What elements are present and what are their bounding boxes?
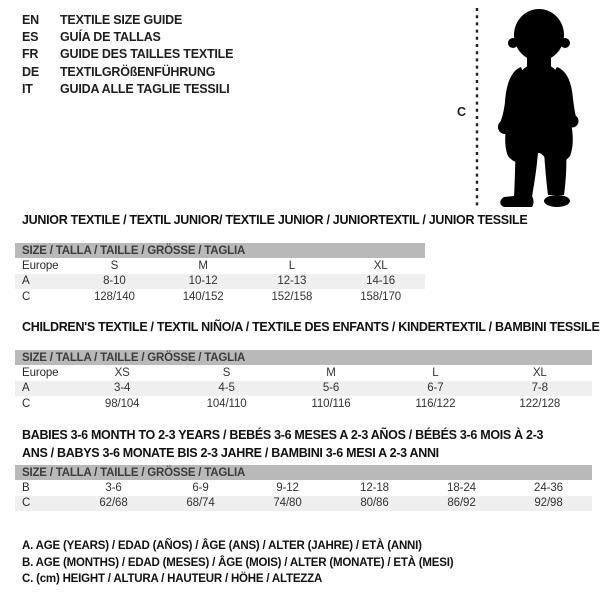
babies-table: [15, 465, 592, 511]
height-marker-label: C: [457, 105, 467, 119]
table-row-height: [15, 496, 592, 512]
months-cell: 3-6: [105, 481, 122, 494]
age-cell: 3-4: [114, 382, 131, 395]
size-header-bar: SIZE / TALLA / TAILLE / GRÖSSE / TAGLIA: [15, 465, 592, 480]
height-dashed-line: [474, 7, 480, 210]
height-cell: 128/140: [93, 290, 135, 303]
footnote-age-years: A. AGE (YEARS) / EDAD (AÑOS) / ÂGE (ANS) / ALTER (JAHRE) / ETÀ (ANNI): [22, 540, 422, 552]
age-cell: 6-7: [427, 382, 444, 395]
height-cell: 74/80: [273, 497, 302, 510]
age-cell: 10-12: [188, 275, 218, 288]
row-label: A: [22, 382, 30, 395]
language-row-it: [22, 81, 233, 98]
babies-table-title: BABIES 3-6 MONTH TO 2-3 YEARS / BEBÉS 3-6 MESES A 2-3 AÑOS / BÉBÉS 3-6 MOIS À 2-3 ANS / BABYS 3-6 MONATE BIS 2-3 JAHRE / BAMBINI 3-6 MESI A 2-3 ANNI: [22, 428, 544, 460]
height-cell: 116/122: [415, 397, 456, 410]
height-cell: 110/116: [311, 397, 351, 410]
language-code: EN: [22, 12, 39, 27]
size-cell: S: [110, 259, 119, 272]
legend-footnotes: [22, 538, 453, 588]
height-cell: 80/86: [360, 497, 389, 510]
table-row-europe: [15, 365, 592, 381]
row-label: Europe: [22, 259, 59, 272]
size-cell: XS: [114, 366, 130, 379]
table-row-age: [15, 274, 425, 290]
table-row-height: [15, 289, 425, 305]
height-cell: 104/110: [206, 397, 247, 410]
size-header-bar: SIZE / TALLA / TAILLE / GRÖSSE / TAGLIA: [15, 243, 425, 258]
height-cell: 152/158: [271, 290, 313, 303]
row-label: C: [22, 497, 31, 510]
months-cell: 9-12: [276, 481, 299, 494]
language-label: GUIDE DES TAILLES TEXTILE: [60, 47, 234, 62]
months-cell: 6-9: [192, 481, 209, 494]
row-label: C: [22, 397, 31, 410]
junior-table: [15, 243, 425, 305]
language-list: [22, 11, 233, 98]
row-label: B: [22, 481, 30, 494]
table-row-europe: [15, 258, 425, 274]
height-cell: 86/92: [447, 497, 476, 510]
age-cell: 8-10: [103, 275, 126, 288]
size-header-bar: SIZE / TALLA / TAILLE / GRÖSSE / TAGLIA: [15, 350, 592, 365]
table-row-age: [15, 381, 592, 397]
language-row-fr: [22, 46, 233, 63]
size-cell: XL: [532, 366, 547, 379]
size-cell: S: [222, 366, 231, 379]
language-row-es: [22, 28, 233, 45]
height-cell: 62/68: [99, 497, 128, 510]
age-cell: 14-16: [366, 275, 396, 288]
age-cell: 4-5: [218, 382, 235, 395]
children-table-title: CHILDREN'S TEXTILE / TEXTIL NIÑO/A / TEXTILE DES ENFANTS / KINDERTEXTIL / BAMBINI TESSILE: [22, 320, 600, 334]
language-label: GUIDA ALLE TAGLIE TESSILI: [60, 82, 230, 97]
size-cell: L: [288, 259, 296, 272]
months-cell: 12-18: [360, 481, 389, 494]
months-cell: 24-36: [534, 481, 563, 494]
size-cell: L: [432, 366, 439, 379]
footnote-height: C. (cm) HEIGHT / ALTURA / HAUTEUR / HÖHE / ALTEZZA: [22, 573, 323, 585]
height-cell: 140/152: [182, 290, 224, 303]
language-code: FR: [22, 47, 39, 62]
height-cell: 92/98: [534, 497, 563, 510]
language-label: GUÍA DE TALLAS: [60, 30, 161, 45]
language-label: TEXTILE SIZE GUIDE: [60, 12, 183, 27]
children-table: [15, 350, 592, 412]
height-cell: 122/128: [519, 397, 561, 410]
toddler-silhouette-icon: [481, 8, 595, 210]
height-figure: [455, 5, 600, 215]
size-cell: XL: [373, 259, 388, 272]
row-label: C: [22, 290, 31, 303]
row-label: Europe: [22, 366, 59, 379]
language-code: DE: [22, 64, 39, 79]
size-cell: M: [198, 259, 208, 272]
age-cell: 5-6: [322, 382, 340, 395]
language-code: ES: [22, 30, 39, 45]
months-cell: 18-24: [447, 481, 476, 494]
height-cell: 98/104: [104, 397, 140, 410]
age-cell: 7-8: [531, 382, 548, 395]
language-row-de: [22, 63, 233, 80]
footnote-age-months: B. AGE (MONTHS) / EDAD (MESES) / ÂGE (MOIS) / ALTER (MONATE) / ETÀ (MESI): [22, 556, 454, 569]
height-cell: 68/74: [186, 497, 215, 510]
language-code: IT: [22, 82, 33, 97]
size-cell: M: [326, 366, 336, 379]
table-row-months: [15, 480, 592, 496]
row-label: A: [22, 275, 30, 288]
age-cell: 12-13: [277, 275, 307, 288]
table-row-height: [15, 396, 592, 412]
language-label: TEXTILGRÖßENFÜHRUNG: [60, 64, 216, 79]
junior-table-title: JUNIOR TEXTILE / TEXTIL JUNIOR/ TEXTILE JUNIOR / JUNIORTEXTIL / JUNIOR TESSILE: [22, 213, 528, 227]
height-cell: 158/170: [360, 290, 402, 303]
language-row-en: [22, 11, 233, 28]
